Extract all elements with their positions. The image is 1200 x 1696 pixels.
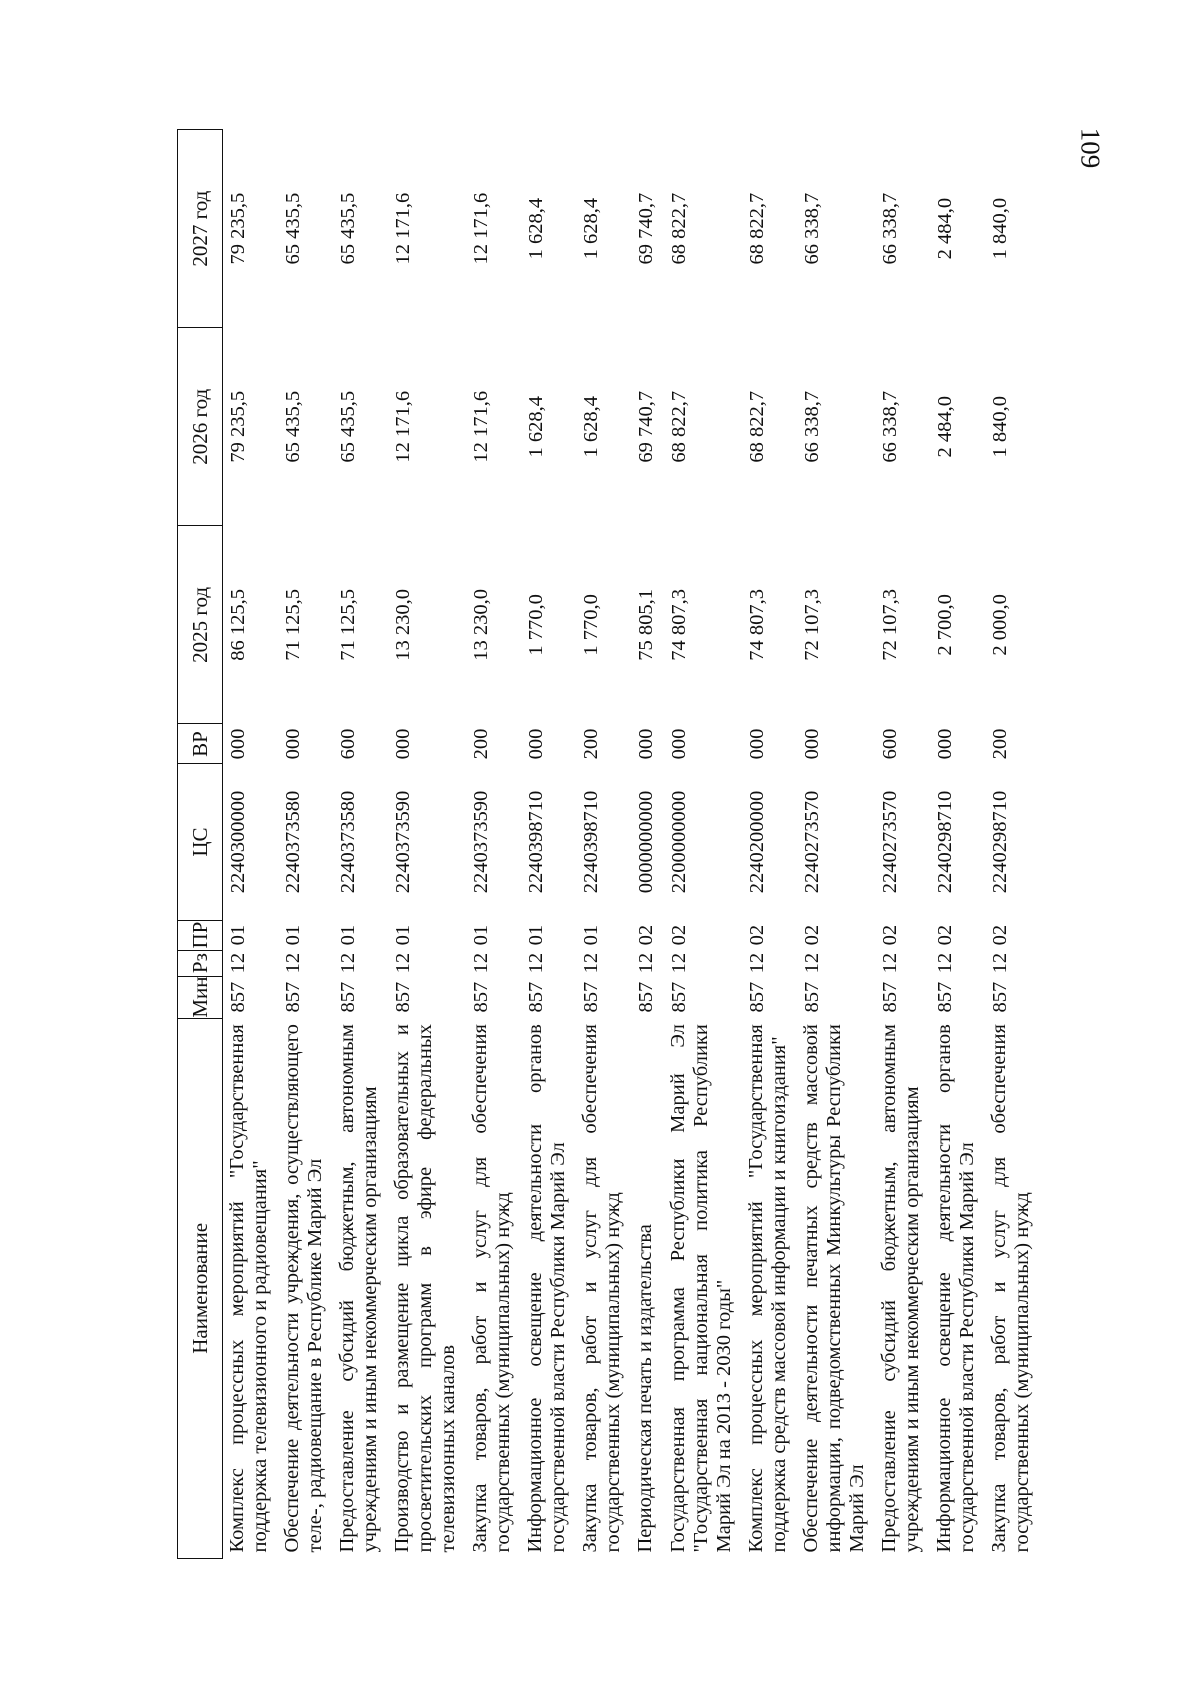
row-2026: 79 235,5 — [227, 390, 249, 463]
row-min: 857 — [879, 981, 901, 1013]
row-cs: 2240200000 — [746, 790, 768, 894]
row-vr: 200 — [470, 728, 492, 760]
table-row — [985, 130, 1040, 1559]
header-rz: Рз — [178, 950, 223, 976]
row-vr: 000 — [282, 728, 304, 760]
row-2025: 71 125,5 — [337, 589, 359, 661]
row-name: Предоставление субсидий бюджетным, автономным учреждениям и иным некоммерческим организациям — [336, 1024, 381, 1553]
row-name: Предоставление субсидий бюджетным, автономным учреждениям и иным некоммерческим организациям — [878, 1024, 923, 1553]
row-2026: 1 628,4 — [580, 396, 602, 458]
row-vr: 000 — [746, 728, 768, 760]
row-2026: 12 171,6 — [470, 390, 492, 463]
row-2025: 2 000,0 — [989, 594, 1011, 656]
row-2027: 68 822,7 — [746, 192, 768, 265]
row-rz: 12 — [282, 952, 304, 974]
row-2027: 2 484,0 — [934, 197, 956, 260]
row-cs: 2240373580 — [282, 790, 304, 894]
row-pr: 01 — [337, 924, 359, 946]
row-rz: 12 — [879, 952, 901, 974]
row-min: 857 — [525, 981, 547, 1013]
row-name: Закупка товаров, работ и услуг для обеспечения государственных (муниципальных) нужд — [988, 1024, 1033, 1553]
row-min: 857 — [746, 981, 768, 1013]
row-2027: 65 435,5 — [282, 192, 304, 265]
row-2025: 72 107,3 — [801, 589, 823, 661]
row-pr: 01 — [580, 924, 602, 946]
row-name: Обеспечение деятельности учреждения, осуществляющего теле-, радиовещание в Республике Марий Эл — [281, 1024, 326, 1553]
row-vr: 000 — [392, 728, 414, 760]
row-cs: 2240373590 — [470, 790, 492, 894]
row-name: Производство и размещение цикла образовательных и просветительских программ в эфире федеральных телевизионных каналов — [391, 1024, 459, 1553]
row-2026: 1 628,4 — [525, 396, 547, 458]
header-cs: ЦС — [178, 764, 223, 920]
header-vr: ВР — [178, 724, 223, 764]
row-vr: 000 — [525, 728, 547, 760]
row-2026: 68 822,7 — [668, 390, 690, 463]
row-min: 857 — [392, 981, 414, 1013]
row-rz: 12 — [392, 952, 414, 974]
row-min: 857 — [801, 981, 823, 1013]
row-cs: 2200000000 — [668, 790, 690, 894]
row-2025: 71 125,5 — [282, 589, 304, 661]
row-pr: 02 — [668, 924, 690, 946]
row-name: Обеспечение деятельности печатных средств массовой информации, подведомственных Минкультуры Республики Марий Эл — [800, 1024, 868, 1553]
table-row — [797, 130, 875, 1559]
row-2027: 1 628,4 — [580, 197, 602, 260]
row-rz: 12 — [801, 952, 823, 974]
row-2025: 72 107,3 — [879, 589, 901, 661]
table-row — [333, 130, 388, 1559]
row-2027: 66 338,7 — [801, 192, 823, 265]
table-row — [223, 130, 279, 1559]
table-row — [930, 130, 985, 1559]
row-pr: 01 — [282, 924, 304, 946]
row-vr: 000 — [668, 728, 690, 760]
row-rz: 12 — [989, 952, 1011, 974]
header-min: Мин — [178, 976, 223, 1018]
table-row — [521, 130, 576, 1559]
row-2025: 13 230,0 — [470, 589, 492, 661]
row-rz: 12 — [227, 952, 249, 974]
row-min: 857 — [668, 981, 690, 1013]
row-2027: 69 740,7 — [635, 192, 657, 265]
row-rz: 12 — [470, 952, 492, 974]
row-vr: 600 — [337, 728, 359, 760]
table-row — [576, 130, 631, 1559]
row-2026: 65 435,5 — [337, 390, 359, 463]
row-min: 857 — [337, 981, 359, 1013]
row-rz: 12 — [668, 952, 690, 974]
table-row — [466, 130, 521, 1559]
row-2025: 2 700,0 — [934, 594, 956, 656]
row-2026: 1 840,0 — [989, 396, 1011, 458]
row-pr: 02 — [801, 924, 823, 946]
row-2027: 1 628,4 — [525, 197, 547, 260]
row-cs: 2240300000 — [227, 790, 249, 894]
row-min: 857 — [934, 981, 956, 1013]
row-pr: 02 — [746, 924, 768, 946]
row-pr: 01 — [227, 924, 249, 946]
row-rz: 12 — [635, 952, 657, 974]
row-min: 857 — [282, 981, 304, 1013]
row-vr: 000 — [635, 728, 657, 760]
header-2025: 2025 год — [178, 526, 223, 724]
row-2027: 68 822,7 — [668, 192, 690, 265]
row-min: 857 — [227, 981, 249, 1013]
row-2026: 68 822,7 — [746, 390, 768, 463]
row-name: Информационное освещение деятельности органов государственной власти Республики Марий Эл — [524, 1024, 569, 1553]
row-name: Комплекс процессных мероприятий "Государственная поддержка телевизионного и радиовещания" — [226, 1024, 271, 1553]
row-2026: 69 740,7 — [635, 390, 657, 463]
row-2027: 1 840,0 — [989, 197, 1011, 260]
row-min: 857 — [580, 981, 602, 1013]
row-cs: 2240398710 — [525, 790, 547, 894]
header-pr: ПР — [178, 920, 223, 950]
table-row — [631, 130, 664, 1559]
row-2026: 66 338,7 — [801, 390, 823, 463]
row-cs: 2240373580 — [337, 790, 359, 894]
row-2027: 65 435,5 — [337, 192, 359, 265]
table-row — [875, 130, 930, 1559]
row-2025: 75 805,1 — [635, 589, 657, 661]
row-2025: 1 770,0 — [580, 594, 602, 656]
row-2027: 79 235,5 — [227, 192, 249, 265]
row-2025: 74 807,3 — [746, 589, 768, 661]
row-pr: 02 — [989, 924, 1011, 946]
row-rz: 12 — [525, 952, 547, 974]
row-2026: 66 338,7 — [879, 390, 901, 463]
row-cs: 2240273570 — [801, 790, 823, 894]
row-2025: 1 770,0 — [525, 594, 547, 656]
row-vr: 200 — [989, 728, 1011, 760]
row-name: Информационное освещение деятельности органов государственной власти Республики Марий Эл — [933, 1024, 978, 1553]
row-name: Комплекс процессных мероприятий "Государственная поддержка средств массовой информации и книгоиздания" — [745, 1024, 790, 1553]
row-name: Государственная программа Республики Марий Эл "Государственная национальная политика Республики Марий Эл на 2013 - 2030 годы" — [667, 1024, 735, 1553]
page-number: 109 — [1075, 127, 1106, 169]
row-cs: 2240373590 — [392, 790, 414, 894]
row-pr: 02 — [879, 924, 901, 946]
table-row — [278, 130, 333, 1559]
row-2027: 12 171,6 — [470, 192, 492, 265]
table-row — [388, 130, 466, 1559]
row-2027: 66 338,7 — [879, 192, 901, 265]
row-min: 857 — [470, 981, 492, 1013]
table-header — [178, 130, 223, 1559]
row-rz: 12 — [934, 952, 956, 974]
table-row — [742, 130, 797, 1559]
row-2025: 13 230,0 — [392, 589, 414, 661]
row-vr: 000 — [801, 728, 823, 760]
row-2026: 65 435,5 — [282, 390, 304, 463]
row-2027: 12 171,6 — [392, 192, 414, 265]
row-2025: 74 807,3 — [668, 589, 690, 661]
row-name: Периодическая печать и издательства — [634, 1224, 656, 1553]
row-2026: 2 484,0 — [934, 396, 956, 458]
row-pr: 01 — [470, 924, 492, 946]
header-2027: 2027 год — [178, 130, 223, 328]
row-min: 857 — [989, 981, 1011, 1013]
row-rz: 12 — [580, 952, 602, 974]
row-name: Закупка товаров, работ и услуг для обеспечения государственных (муниципальных) нужд — [579, 1024, 624, 1553]
row-cs: 2240298710 — [934, 790, 956, 894]
row-2026: 12 171,6 — [392, 390, 414, 463]
row-min: 857 — [635, 981, 657, 1013]
row-pr: 02 — [635, 924, 657, 946]
header-2026: 2026 год — [178, 328, 223, 526]
row-cs: 2240298710 — [989, 790, 1011, 894]
header-name: Наименование — [178, 1018, 223, 1558]
table-row — [664, 130, 742, 1559]
rotated-table-container — [177, 129, 1063, 1559]
row-cs: 2240398710 — [580, 790, 602, 894]
row-vr: 000 — [934, 728, 956, 760]
table-body — [223, 130, 1041, 1559]
row-vr: 000 — [227, 728, 249, 760]
row-rz: 12 — [746, 952, 768, 974]
budget-table — [177, 129, 1040, 1559]
row-cs: 2240273570 — [879, 790, 901, 894]
row-pr: 01 — [392, 924, 414, 946]
row-pr: 01 — [525, 924, 547, 946]
row-vr: 600 — [879, 728, 901, 760]
row-vr: 200 — [580, 728, 602, 760]
row-2025: 86 125,5 — [227, 589, 249, 661]
row-cs: 0000000000 — [635, 790, 657, 894]
row-rz: 12 — [337, 952, 359, 974]
row-name: Закупка товаров, работ и услуг для обеспечения государственных (муниципальных) нужд — [469, 1024, 514, 1553]
row-pr: 02 — [934, 924, 956, 946]
